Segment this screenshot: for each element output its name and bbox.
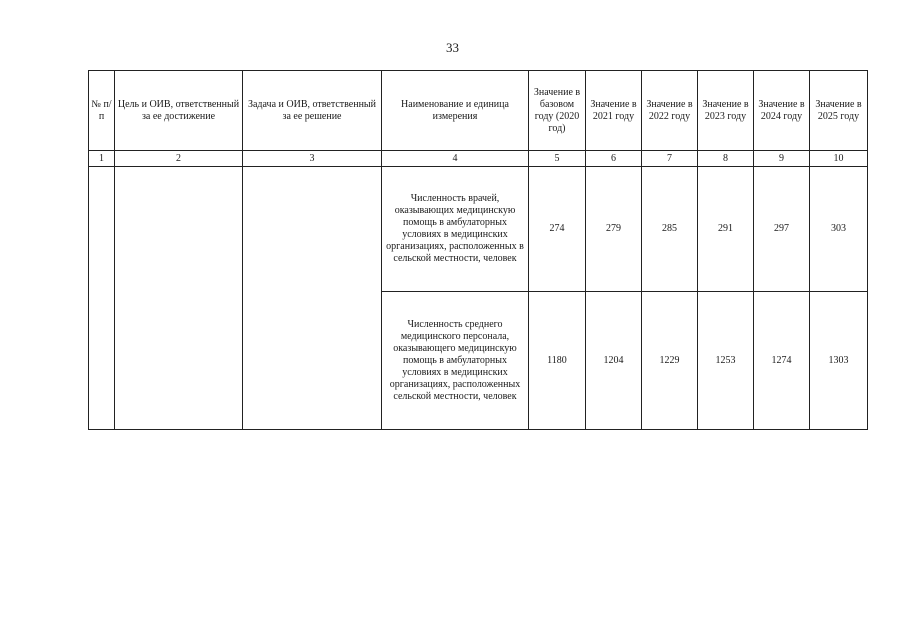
value-cell-2024: 297 [754, 167, 810, 292]
header-cell-base-year: Значение в базовом году (2020 год) [529, 71, 586, 151]
value-cell-2022: 285 [642, 167, 698, 292]
value-cell-2025: 303 [810, 167, 868, 292]
value-cell-2021: 1204 [586, 292, 642, 430]
header-cell-2023: Значение в 2023 году [698, 71, 754, 151]
column-number-cell: 5 [529, 151, 586, 167]
header-cell-2024: Значение в 2024 году [754, 71, 810, 151]
column-number-cell: 2 [115, 151, 243, 167]
indicators-table [88, 70, 868, 430]
header-cell-2021: Значение в 2021 году [586, 71, 642, 151]
number-cell [89, 167, 115, 430]
header-cell-number: № п/п [89, 71, 115, 151]
header-cell-goal: Цель и ОИВ, ответственный за ее достижение [115, 71, 243, 151]
column-number-row [89, 151, 868, 167]
header-cell-2025: Значение в 2025 году [810, 71, 868, 151]
value-cell-2023: 1253 [698, 292, 754, 430]
table-row [89, 167, 868, 292]
goal-cell [115, 167, 243, 430]
value-cell-2022: 1229 [642, 292, 698, 430]
indicator-name-cell: Численность врачей, оказывающих медицинскую помощь в амбулаторных условиях в медицинских организациях, расположенных в сельской местности, человек [382, 167, 529, 292]
value-cell-2025: 1303 [810, 292, 868, 430]
value-cell-2023: 291 [698, 167, 754, 292]
column-number-cell: 1 [89, 151, 115, 167]
task-cell [243, 167, 382, 430]
value-cell-base: 274 [529, 167, 586, 292]
header-row [89, 71, 868, 151]
column-number-cell: 9 [754, 151, 810, 167]
header-cell-indicator-name: Наименование и единица измерения [382, 71, 529, 151]
value-cell-base: 1180 [529, 292, 586, 430]
header-cell-task: Задача и ОИВ, ответственный за ее решение [243, 71, 382, 151]
column-number-cell: 6 [586, 151, 642, 167]
column-number-cell: 7 [642, 151, 698, 167]
column-number-cell: 8 [698, 151, 754, 167]
value-cell-2021: 279 [586, 167, 642, 292]
column-number-cell: 4 [382, 151, 529, 167]
value-cell-2024: 1274 [754, 292, 810, 430]
column-number-cell: 3 [243, 151, 382, 167]
column-number-cell: 10 [810, 151, 868, 167]
header-cell-2022: Значение в 2022 году [642, 71, 698, 151]
page-number: 33 [446, 40, 459, 55]
indicator-name-cell: Численность среднего медицинского персонала, оказывающего медицинскую помощь в амбулаторных условиях в медицинских организациях, расположенных сельской местности, человек [382, 292, 529, 430]
